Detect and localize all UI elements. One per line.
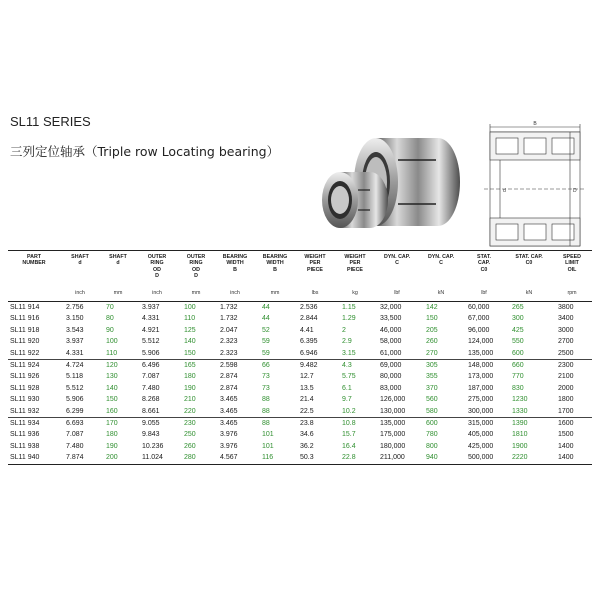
table-cell: 6.496 [142, 362, 160, 370]
part-number-cell: SL11 920 [10, 338, 40, 346]
table-cell: 580 [420, 406, 462, 418]
width-label: B [533, 121, 537, 127]
column-header-line: PART [26, 254, 42, 260]
outer-label: D [573, 188, 577, 194]
table-cell: 9.482 [300, 362, 318, 370]
table-cell: 83,000 [380, 384, 402, 392]
table-cell: 116 [256, 452, 294, 464]
table-cell: 44 [262, 315, 270, 323]
table-cell: 90 [106, 326, 114, 334]
table-cell: 16.4 [342, 442, 356, 450]
column-header-line: WIDTH [266, 260, 284, 267]
column-header-line: C [439, 260, 443, 267]
table-cell: 5.75 [342, 373, 356, 381]
table-cell: 3800 [558, 304, 574, 311]
table-row [8, 325, 592, 336]
column-header-line: DYN. CAP. [383, 254, 411, 260]
table-cell: 2.756 [66, 304, 84, 311]
column-header-line: C [395, 260, 399, 267]
table-header-row [8, 251, 592, 289]
table-cell: 69,000 [380, 362, 402, 370]
table-cell: 3.543 [66, 326, 84, 334]
table-cell: 205 [426, 326, 438, 334]
table-cell: 142 [426, 304, 438, 311]
table-cell: 110 [100, 348, 136, 360]
table-cell: 260 [426, 338, 438, 346]
column-header [294, 251, 336, 289]
column-header-line: PER [309, 260, 321, 267]
table-cell: 1500 [558, 431, 574, 439]
table-row [8, 452, 592, 464]
table-cell: 770 [512, 373, 524, 381]
table-cell: 305 [426, 362, 438, 370]
part-number-cell: SL11 914 [10, 304, 40, 311]
table-cell: 660 [512, 362, 524, 370]
table-cell: 5.906 [66, 396, 84, 404]
table-cell: 2300 [558, 362, 574, 370]
table-cell: 2.047 [220, 326, 238, 334]
table-row [8, 371, 592, 382]
column-header-line: RING [189, 260, 203, 267]
table-cell: 250 [184, 431, 196, 439]
table-cell: 6.1 [342, 384, 352, 392]
table-cell: 11.024 [136, 452, 178, 464]
table-cell: 4.3 [342, 362, 352, 370]
table-cell: 940 [420, 452, 462, 464]
part-number-cell: SL11 918 [10, 326, 40, 334]
column-header-line: C0 [525, 260, 533, 267]
table-cell: 160 [100, 406, 136, 418]
table-cell: 140 [184, 338, 196, 346]
column-header-line: WIDTH [226, 260, 244, 267]
table-cell: 3.937 [66, 338, 84, 346]
table-cell: 210 [184, 396, 196, 404]
unit-cell: kN [420, 288, 462, 302]
table-cell: 2000 [558, 384, 574, 392]
table-cell: 600 [426, 420, 438, 428]
table-cell: 8.661 [136, 406, 178, 418]
table-cell: 3.465 [220, 396, 238, 404]
table-cell: 1700 [552, 406, 592, 418]
table-cell: 66 [262, 362, 270, 370]
unit-cell: inch [136, 288, 178, 302]
table-cell: 1400 [558, 442, 574, 450]
table-cell: 4.331 [60, 348, 100, 360]
column-header-line: DYN. CAP. [427, 254, 455, 260]
table-cell: 3.465 [220, 420, 238, 428]
table-cell: 1900 [512, 442, 528, 450]
unit-cell: mm [100, 288, 136, 302]
column-header-line: NUMBER [22, 260, 46, 267]
table-cell: 34.6 [300, 431, 314, 439]
table-cell: 9.843 [142, 431, 160, 439]
table-row [8, 302, 592, 314]
table-cell: 165 [184, 362, 196, 370]
table-cell: 187,000 [468, 384, 494, 392]
table-cell: 33,500 [380, 315, 402, 323]
table-cell: 5.512 [142, 338, 160, 346]
small-bearing [322, 172, 388, 228]
part-number-cell: SL11 926 [10, 373, 40, 381]
table-cell: 560 [426, 396, 438, 404]
spec-table [8, 250, 592, 465]
table-cell: 4.567 [214, 452, 256, 464]
table-cell: 88 [262, 420, 270, 428]
bearing-photo [318, 120, 468, 232]
column-header [552, 251, 592, 289]
table-cell: 315,000 [468, 420, 494, 428]
table-cell: 3.150 [66, 315, 84, 323]
table-cell: 3400 [558, 315, 574, 323]
table-cell: 22.5 [294, 406, 336, 418]
table-cell: 2.874 [220, 384, 238, 392]
table-cell: 125 [184, 326, 196, 334]
column-header [214, 251, 256, 289]
unit-cell: mm [256, 288, 294, 302]
table-row [8, 418, 592, 430]
table-cell: 10.236 [142, 442, 164, 450]
table-cell: 10.8 [342, 420, 356, 428]
table-cell: 10.2 [336, 406, 374, 418]
table-cell: 4.921 [142, 326, 160, 334]
table-cell: 300,000 [462, 406, 506, 418]
table-cell: 2 [342, 326, 346, 334]
column-header-line: SHAFT [71, 254, 89, 260]
table-cell: 46,000 [380, 326, 402, 334]
unit-cell [8, 288, 60, 302]
column-header-line: RING [150, 260, 164, 267]
column-header [420, 251, 462, 289]
table-cell: 148,000 [468, 362, 494, 370]
table-cell: 1.15 [342, 304, 356, 311]
table-cell: 1.732 [220, 304, 238, 311]
column-header-line: OIL [567, 266, 577, 273]
table-cell: 7.480 [66, 442, 84, 450]
column-header [100, 251, 136, 289]
table-cell: 1800 [558, 396, 574, 404]
table-cell: 2.323 [214, 348, 256, 360]
table-cell: 830 [512, 384, 524, 392]
table-cell: 211,000 [374, 452, 420, 464]
column-header-line: PIECE [347, 266, 363, 273]
table-cell: 100 [184, 304, 196, 311]
table-row [8, 441, 592, 452]
table-cell: 1810 [512, 431, 528, 439]
table-cell: 22.8 [336, 452, 374, 464]
table-row [8, 348, 592, 360]
table-cell: 70 [106, 304, 114, 311]
table-cell: 4.331 [142, 315, 160, 323]
table-cell: 2700 [558, 338, 574, 346]
table-cell: 3.465 [214, 406, 256, 418]
table-cell: 120 [106, 362, 118, 370]
table-cell: 550 [512, 338, 524, 346]
column-header-line: C0 [480, 266, 488, 273]
table-cell: 110 [184, 315, 196, 323]
table-cell: 9.055 [142, 420, 160, 428]
table-cell: 180 [184, 373, 196, 381]
table-cell: 173,000 [468, 373, 494, 381]
cross-section-drawing [476, 118, 594, 250]
table-cell: 200 [100, 452, 136, 464]
table-cell: 190 [106, 442, 118, 450]
series-title: SL11 SERIES [10, 114, 91, 129]
unit-cell: rpm [552, 288, 592, 302]
column-header-line: SPEED [563, 254, 581, 260]
table-cell: 1230 [512, 396, 528, 404]
table-cell: 50.3 [294, 452, 336, 464]
column-header-line: B [273, 266, 277, 273]
table-cell: 270 [420, 348, 462, 360]
table-cell: 7.874 [60, 452, 100, 464]
column-header [256, 251, 294, 289]
column-header [336, 251, 374, 289]
table-cell: 67,000 [468, 315, 490, 323]
table-cell: 2.598 [220, 362, 238, 370]
table-cell: 3000 [558, 326, 574, 334]
table-cell: 58,000 [380, 338, 402, 346]
column-header-line: WEIGHT [344, 254, 366, 260]
table-cell: 265 [512, 304, 524, 311]
table-cell: 73 [262, 373, 270, 381]
table-cell: 88 [262, 396, 270, 404]
column-header-line: STAT. [477, 254, 491, 260]
table-cell: 180 [106, 431, 118, 439]
table-cell: 6.299 [60, 406, 100, 418]
table-cell: 12.7 [300, 373, 314, 381]
table-cell: 370 [426, 384, 438, 392]
table-cell: 32,000 [380, 304, 402, 311]
table-cell: 124,000 [468, 338, 494, 346]
table-cell: 500,000 [462, 452, 506, 464]
column-header-line: CAP. [478, 260, 490, 267]
table-cell: 230 [184, 420, 196, 428]
table-cell: 7.087 [66, 431, 84, 439]
part-number-cell: SL11 928 [10, 384, 40, 392]
table-cell: 425,000 [468, 442, 494, 450]
column-header-line: OD [153, 266, 161, 273]
column-header-line: d [116, 260, 120, 267]
table-cell: 2.536 [300, 304, 318, 311]
column-header-line: d [78, 260, 82, 267]
table-row [8, 383, 592, 394]
column-header-line: BEARING [262, 254, 288, 260]
table-cell: 355 [426, 373, 438, 381]
column-header-line: BEARING [222, 254, 248, 260]
table-cell: 2220 [506, 452, 552, 464]
table-cell: 7.087 [142, 373, 160, 381]
column-header-line: LIMIT [565, 260, 579, 267]
table-cell: 6.395 [300, 338, 318, 346]
table-cell: 23.8 [300, 420, 314, 428]
table-cell: 2100 [558, 373, 574, 381]
table-cell: 140 [106, 384, 118, 392]
table-cell: 4.724 [66, 362, 84, 370]
table-cell: 1.732 [220, 315, 238, 323]
table-cell: 80,000 [380, 373, 402, 381]
table-cell: 300 [512, 315, 524, 323]
part-number-cell: SL11 938 [10, 442, 40, 450]
table-cell: 60,000 [468, 304, 490, 311]
table-cell: 3.15 [336, 348, 374, 360]
table-cell: 9.7 [342, 396, 352, 404]
unit-cell: kN [506, 288, 552, 302]
column-header [506, 251, 552, 289]
table-cell: 1.29 [342, 315, 356, 323]
table-cell: 275,000 [468, 396, 494, 404]
table-cell: 88 [256, 406, 294, 418]
table-cell: 101 [262, 431, 274, 439]
table-cell: 600 [506, 348, 552, 360]
part-number-cell: SL11 936 [10, 431, 40, 439]
table-cell: 3.976 [220, 442, 238, 450]
column-header [178, 251, 214, 289]
table-cell: 175,000 [380, 431, 406, 439]
table-cell: 5.512 [66, 384, 84, 392]
column-header-line: OUTER [186, 254, 206, 260]
table-cell: 4.41 [300, 326, 314, 334]
unit-cell: lbf [462, 288, 506, 302]
table-cell: 36.2 [300, 442, 314, 450]
table-cell: 2.9 [342, 338, 352, 346]
table-cell: 21.4 [300, 396, 314, 404]
bore-label: d [503, 188, 506, 194]
series-subtitle: 三列定位轴承（Triple row Locating bearing） [10, 144, 280, 159]
column-header-line: PIECE [307, 266, 323, 273]
table-cell: 2.874 [220, 373, 238, 381]
part-number-cell: SL11 924 [10, 362, 40, 370]
table-cell: 52 [262, 326, 270, 334]
table-cell: 5.906 [136, 348, 178, 360]
table-row [8, 313, 592, 324]
column-header [60, 251, 100, 289]
table-cell: 190 [184, 384, 196, 392]
unit-cell: inch [214, 288, 256, 302]
table-cell: 44 [262, 304, 270, 311]
column-header [8, 251, 60, 289]
table-cell: 3.937 [142, 304, 160, 311]
part-number-cell: SL11 932 [8, 406, 60, 418]
table-cell: 150 [106, 396, 118, 404]
unit-cell: kg [336, 288, 374, 302]
table-cell: 59 [256, 348, 294, 360]
table-cell: 6.946 [294, 348, 336, 360]
table-cell: 126,000 [380, 396, 406, 404]
column-header-line: OD [192, 266, 200, 273]
table-cell: 96,000 [468, 326, 490, 334]
table-cell: 1390 [512, 420, 528, 428]
table-cell: 2.323 [220, 338, 238, 346]
column-header-line: STAT. CAP. [515, 254, 543, 260]
table-cell: 8.268 [142, 396, 160, 404]
table-row [8, 360, 592, 372]
table-cell: 260 [184, 442, 196, 450]
table-cell: 1400 [552, 452, 592, 464]
column-header-line: PER [349, 260, 361, 267]
column-header [136, 251, 178, 289]
table-cell: 7.480 [142, 384, 160, 392]
table-cell: 150 [426, 315, 438, 323]
table-row [8, 394, 592, 405]
column-header-line: WEIGHT [304, 254, 326, 260]
table-body [8, 302, 592, 465]
table-cell: 101 [262, 442, 274, 450]
table-cell: 2.844 [300, 315, 318, 323]
table-cell: 1600 [558, 420, 574, 428]
table-cell: 150 [178, 348, 214, 360]
table-cell: 3.976 [220, 431, 238, 439]
table-units-row [8, 288, 592, 302]
unit-cell: inch [60, 288, 100, 302]
table-row [8, 406, 592, 418]
table-cell: 405,000 [468, 431, 494, 439]
part-number-cell: SL11 934 [10, 420, 40, 428]
column-header-line: D [194, 273, 198, 280]
part-number-cell: SL11 940 [8, 452, 60, 464]
table-cell: 800 [426, 442, 438, 450]
unit-cell: lbs [294, 288, 336, 302]
table-cell: 5.118 [66, 373, 83, 381]
table-cell: 135,000 [380, 420, 406, 428]
table-cell: 170 [106, 420, 118, 428]
part-number-cell: SL11 916 [10, 315, 40, 323]
column-header-line: B [233, 266, 237, 273]
table-cell: 15.7 [342, 431, 356, 439]
table-cell: 59 [262, 338, 270, 346]
table-row [8, 429, 592, 440]
table-cell: 2500 [552, 348, 592, 360]
table-cell: 180,000 [380, 442, 406, 450]
table-cell: 100 [106, 338, 118, 346]
table-cell: 280 [178, 452, 214, 464]
table-cell: 130 [106, 373, 118, 381]
table-cell: 220 [178, 406, 214, 418]
part-number-cell: SL11 930 [10, 396, 40, 404]
table-cell: 135,000 [462, 348, 506, 360]
unit-cell: mm [178, 288, 214, 302]
table-row [8, 336, 592, 347]
column-header-line: D [155, 273, 159, 280]
column-header-line: OUTER [147, 254, 167, 260]
table-cell: 425 [512, 326, 524, 334]
table-cell: 13.5 [300, 384, 314, 392]
unit-cell: lbf [374, 288, 420, 302]
table-cell: 6.693 [66, 420, 84, 428]
table-cell: 80 [106, 315, 114, 323]
table-cell: 130,000 [374, 406, 420, 418]
part-number-cell: SL11 922 [8, 348, 60, 360]
column-header [374, 251, 420, 289]
table-cell: 780 [426, 431, 438, 439]
table-cell: 1330 [506, 406, 552, 418]
table-cell: 73 [262, 384, 270, 392]
table-cell: 61,000 [374, 348, 420, 360]
column-header [462, 251, 506, 289]
column-header-line: SHAFT [109, 254, 127, 260]
